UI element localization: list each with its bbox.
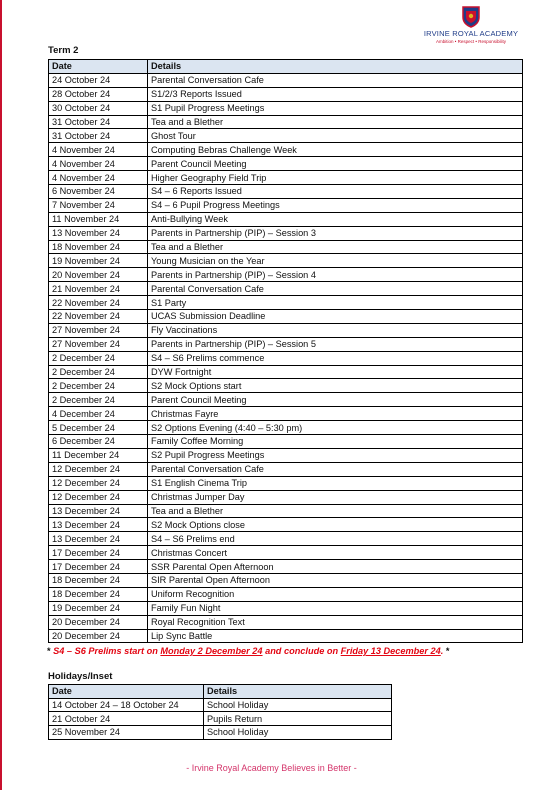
details-cell: Tea and a Blether [148,504,523,518]
note-text: . [440,646,444,656]
table-row [49,435,523,449]
table-row [49,351,523,365]
term2-table [48,59,523,643]
column-header-details: Details [148,60,523,74]
details-cell: Tea and a Blether [148,240,523,254]
table-row [49,310,523,324]
note-start-date: Monday 2 December 24 [160,646,263,656]
table-row [49,198,523,212]
date-cell: 5 December 24 [49,421,148,435]
details-cell: S1 Party [148,296,523,310]
details-cell: Parents in Partnership (PIP) – Session 4 [148,268,523,282]
details-cell: UCAS Submission Deadline [148,310,523,324]
note-star: * [47,646,51,656]
date-cell: 20 December 24 [49,615,148,629]
details-cell: S1 English Cinema Trip [148,476,523,490]
note-text: S4 – S6 Prelims start on [53,646,161,656]
details-cell: Lip Sync Battle [148,629,523,643]
school-tagline: Ambition • Respect • Responsibility [436,39,506,44]
date-cell: 6 November 24 [49,185,148,199]
table-header-row [49,60,523,74]
table-row [49,587,523,601]
table-row [49,157,523,171]
school-logo [418,6,524,46]
date-cell: 31 October 24 [49,129,148,143]
date-cell: 20 December 24 [49,629,148,643]
date-cell: 20 November 24 [49,268,148,282]
date-cell: 21 November 24 [49,282,148,296]
table-row [49,546,523,560]
table-row [49,476,523,490]
date-cell: 12 December 24 [49,476,148,490]
note-end-date: Friday 13 December 24 [340,646,441,656]
table-row [49,560,523,574]
table-row [49,490,523,504]
details-cell: S2 Pupil Progress Meetings [148,448,523,462]
term2-title: Term 2 [48,45,79,56]
date-cell: 11 November 24 [49,212,148,226]
column-header-date: Date [49,685,204,699]
details-cell: S4 – 6 Reports Issued [148,185,523,199]
details-cell: Family Fun Night [148,601,523,615]
details-cell: DYW Fortnight [148,365,523,379]
table-row [49,698,392,712]
table-row [49,296,523,310]
date-cell: 2 December 24 [49,379,148,393]
table-row [49,101,523,115]
details-cell: S4 – S6 Prelims end [148,532,523,546]
table-row [49,712,392,726]
table-row [49,532,523,546]
table-row [49,143,523,157]
prelims-note [47,646,449,656]
table-row [49,73,523,87]
table-row [49,212,523,226]
details-cell: S4 – S6 Prelims commence [148,351,523,365]
details-cell: SIR Parental Open Afternoon [148,573,523,587]
details-cell: Christmas Fayre [148,407,523,421]
date-cell: 6 December 24 [49,435,148,449]
table-row [49,448,523,462]
date-cell: 31 October 24 [49,115,148,129]
date-cell: 13 December 24 [49,504,148,518]
column-header-details: Details [204,685,392,699]
date-cell: 19 December 24 [49,601,148,615]
table-row [49,504,523,518]
date-cell: 4 November 24 [49,157,148,171]
table-row [49,462,523,476]
date-cell: 13 December 24 [49,532,148,546]
date-cell: 7 November 24 [49,198,148,212]
date-cell: 30 October 24 [49,101,148,115]
date-cell: 2 December 24 [49,393,148,407]
date-cell: 24 October 24 [49,73,148,87]
details-cell: Higher Geography Field Trip [148,171,523,185]
date-cell: 17 December 24 [49,560,148,574]
date-cell: 2 December 24 [49,351,148,365]
table-row [49,323,523,337]
table-row [49,337,523,351]
date-cell: 17 December 24 [49,546,148,560]
date-cell: 28 October 24 [49,87,148,101]
date-cell: 4 December 24 [49,407,148,421]
date-cell: 27 November 24 [49,337,148,351]
table-row [49,629,523,643]
holidays-table [48,684,392,740]
table-row [49,115,523,129]
date-cell: 19 November 24 [49,254,148,268]
table-row [49,240,523,254]
details-cell: Parental Conversation Cafe [148,462,523,476]
table-row [49,185,523,199]
details-cell: Computing Bebras Challenge Week [148,143,523,157]
date-cell: 18 December 24 [49,587,148,601]
holidays-title: Holidays/Inset [48,671,113,682]
details-cell: Anti-Bullying Week [148,212,523,226]
details-cell: Christmas Jumper Day [148,490,523,504]
date-cell: 22 November 24 [49,296,148,310]
table-row [49,573,523,587]
date-cell: 25 November 24 [49,726,204,740]
table-row [49,726,392,740]
school-crest-icon [462,6,480,28]
details-cell: Family Coffee Morning [148,435,523,449]
table-row [49,226,523,240]
table-row [49,365,523,379]
date-cell: 13 November 24 [49,226,148,240]
details-cell: S2 Mock Options start [148,379,523,393]
note-text: and conclude on [262,646,341,656]
date-cell: 11 December 24 [49,448,148,462]
date-cell: 21 October 24 [49,712,204,726]
details-cell: Ghost Tour [148,129,523,143]
details-cell: Parental Conversation Cafe [148,73,523,87]
details-cell: Tea and a Blether [148,115,523,129]
date-cell: 22 November 24 [49,310,148,324]
date-cell: 4 November 24 [49,171,148,185]
table-row [49,407,523,421]
date-cell: 27 November 24 [49,323,148,337]
footer-motto: - Irvine Royal Academy Believes in Better - [186,763,357,773]
table-row [49,379,523,393]
details-cell: SSR Parental Open Afternoon [148,560,523,574]
table-row [49,254,523,268]
table-row [49,282,523,296]
note-star: * [445,646,450,656]
table-row [49,87,523,101]
table-row [49,393,523,407]
date-cell: 18 December 24 [49,573,148,587]
table-header-row [49,685,392,699]
table-row [49,268,523,282]
details-cell: Young Musician on the Year [148,254,523,268]
page-edge-rule [0,0,2,790]
table-row [49,601,523,615]
details-cell: Uniform Recognition [148,587,523,601]
details-cell: School Holiday [204,698,392,712]
date-cell: 14 October 24 – 18 October 24 [49,698,204,712]
details-cell: S2 Options Evening (4:40 – 5:30 pm) [148,421,523,435]
date-cell: 2 December 24 [49,365,148,379]
details-cell: Pupils Return [204,712,392,726]
date-cell: 4 November 24 [49,143,148,157]
details-cell: S1/2/3 Reports Issued [148,87,523,101]
column-header-date: Date [49,60,148,74]
table-row [49,518,523,532]
details-cell: Parent Council Meeting [148,393,523,407]
details-cell: S1 Pupil Progress Meetings [148,101,523,115]
date-cell: 12 December 24 [49,462,148,476]
table-row [49,129,523,143]
details-cell: Parent Council Meeting [148,157,523,171]
details-cell: Christmas Concert [148,546,523,560]
table-row [49,421,523,435]
details-cell: S4 – 6 Pupil Progress Meetings [148,198,523,212]
details-cell: Royal Recognition Text [148,615,523,629]
details-cell: Parental Conversation Cafe [148,282,523,296]
details-cell: Parents in Partnership (PIP) – Session 3 [148,226,523,240]
date-cell: 13 December 24 [49,518,148,532]
details-cell: School Holiday [204,726,392,740]
details-cell: Parents in Partnership (PIP) – Session 5 [148,337,523,351]
date-cell: 18 November 24 [49,240,148,254]
details-cell: Fly Vaccinations [148,323,523,337]
table-row [49,171,523,185]
date-cell: 12 December 24 [49,490,148,504]
table-row [49,615,523,629]
details-cell: S2 Mock Options close [148,518,523,532]
school-name: IRVINE ROYAL ACADEMY [423,29,519,38]
